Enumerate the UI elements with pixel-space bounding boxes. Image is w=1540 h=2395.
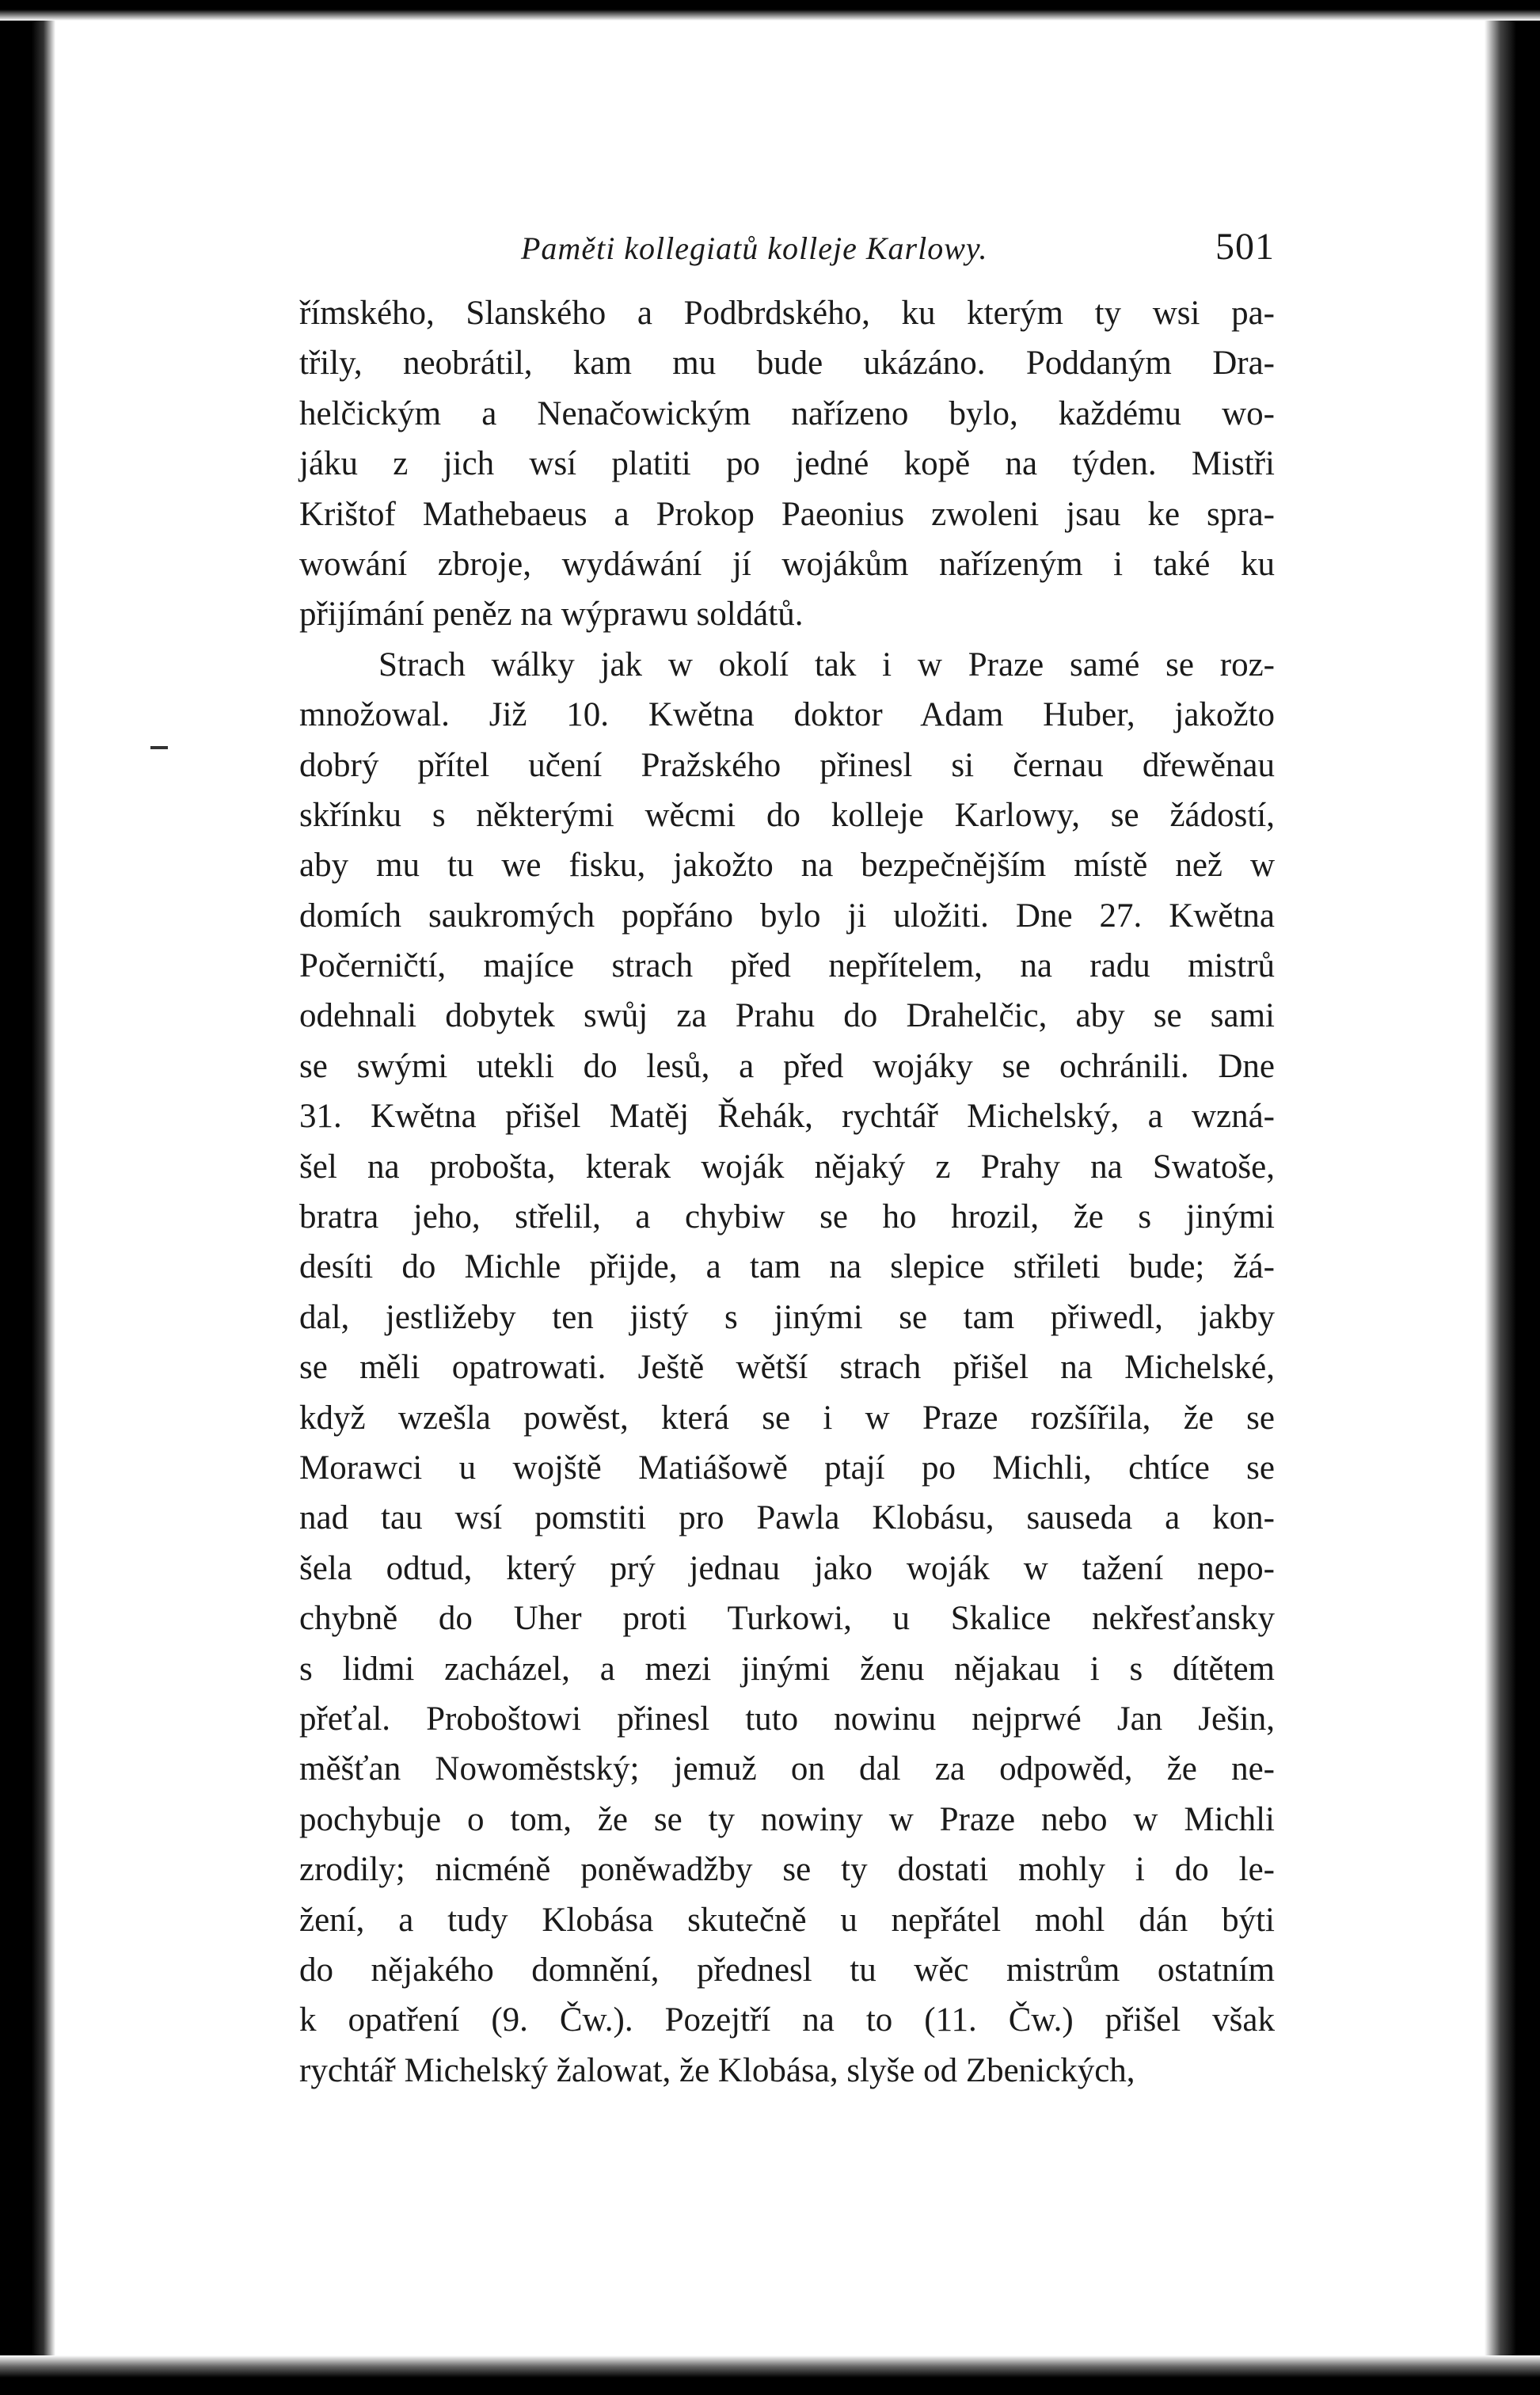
book-page (299, 214, 1275, 2096)
text-line: nad tau wsí pomstiti pro Pawla Klobásu, sauseda a kon- (299, 1499, 1275, 1537)
text-line: množowal. Již 10. Kwětna doktor Adam Huber, jakožto (299, 696, 1275, 734)
text-line: šel na probošta, kterak woják nějaký z Prahy na Swatoše, (299, 1148, 1275, 1186)
paragraph-2 (299, 640, 1275, 2096)
text-line: skřínku s některými wěcmi do kolleje Karlowy, se žádostí, (299, 796, 1275, 834)
running-head (299, 214, 1275, 277)
text-line: desíti do Michle přijde, a tam na slepice střileti bude; žá- (299, 1248, 1275, 1286)
text-line: šela odtud, který prý jednau jako woják w tažení nepo- (299, 1549, 1275, 1587)
text-line: zrodily; nicméně poněwadžby se ty dostati mohly i do le- (299, 1851, 1275, 1889)
paragraph-1 (299, 288, 1275, 640)
text-line: přijímání peněz na wýprawu soldátů. (299, 596, 804, 634)
scan-border-bottom (0, 2355, 1540, 2395)
text-line: měšťan Nowoměstský; jemuž on dal za odpowěd, že ne- (299, 1750, 1275, 1788)
text-line: s lidmi zacházel, a mezi jinými ženu nějakau i s dítětem (299, 1650, 1275, 1688)
text-line: žení, a tudy Klobása skutečně u nepřátel mohl dán býti (299, 1901, 1275, 1939)
text-line: Počerničtí, majíce strach před nepřítelem, na radu mistrů (299, 947, 1275, 985)
text-line: bratra jeho, střelil, a chybiw se ho hrozil, že s jinými (299, 1198, 1275, 1236)
text-line: dobrý přítel učení Pražského přinesl si černau dřewěnau (299, 746, 1275, 784)
text-line: rychtář Michelský žalowat, že Klobása, slyše od Zbenických, (299, 2051, 1135, 2089)
text-line: Morawci u wojště Matiášowě ptají po Michli, chtíce se (299, 1449, 1275, 1487)
page-number: 501 (1215, 226, 1275, 268)
text-line: římského, Slanského a Podbrdského, ku kterým ty wsi pa- (299, 295, 1275, 332)
text-line: se swými utekli do lesů, a před wojáky se ochránili. Dne (299, 1047, 1275, 1085)
text-line: pochybuje o tom, že se ty nowiny w Praze nebo w Michli (299, 1800, 1275, 1838)
margin-mark (150, 746, 168, 749)
text-line: k opatření (9. Čw.). Pozejtří na to (11. Čw.) přišel však (299, 2001, 1275, 2039)
scan-border-top (0, 0, 1540, 21)
text-line: Strach wálky jak w okolí tak i w Praze samé se roz- (378, 645, 1275, 683)
text-line: do nějakého domnění, přednesl tu wěc mistrům ostatním (299, 1951, 1275, 1989)
text-line: dal, jestližeby ten jistý s jinými se tam přiwedl, jakby (299, 1298, 1275, 1336)
text-line: když wzešla powěst, která se i w Praze rozšířila, že se (299, 1399, 1275, 1437)
text-line: se měli opatrowati. Ještě wětší strach přišel na Michelské, (299, 1349, 1275, 1387)
text-line: domích saukromých popřáno bylo ji uložiti. Dne 27. Kwětna (299, 897, 1275, 935)
text-line: aby mu tu we fisku, jakožto na bezpečnějším místě než w (299, 847, 1275, 885)
text-line: odehnali dobytek swůj za Prahu do Drahelčic, aby se sami (299, 997, 1275, 1035)
scan-border-right (1485, 0, 1540, 2395)
text-line: helčickým a Nenačowickým nařízeno bylo, každému wo- (299, 394, 1275, 432)
text-line: chybně do Uher proti Turkowi, u Skalice nekřesťansky (299, 1600, 1275, 1638)
text-line: wowání zbroje, wydáwání jí wojákům nařízeným i také ku (299, 545, 1275, 583)
text-line: přeťal. Proboštowi přinesl tuto nowinu nejprwé Jan Ješin, (299, 1700, 1275, 1738)
scan-border-left (0, 0, 55, 2395)
text-line: 31. Kwětna přišel Matěj Řehák, rychtář Michelský, a wzná- (299, 1098, 1275, 1136)
text-line: Krištof Mathebaeus a Prokop Paeonius zwoleni jsau ke spra- (299, 495, 1275, 533)
text-line: třily, neobrátil, kam mu bude ukázáno. Poddaným Dra- (299, 345, 1275, 383)
running-title: Paměti kollegiatů kolleje Karlowy. (521, 230, 988, 266)
text-line: jáku z jich wsí platiti po jedné kopě na týden. Mistři (299, 445, 1275, 483)
